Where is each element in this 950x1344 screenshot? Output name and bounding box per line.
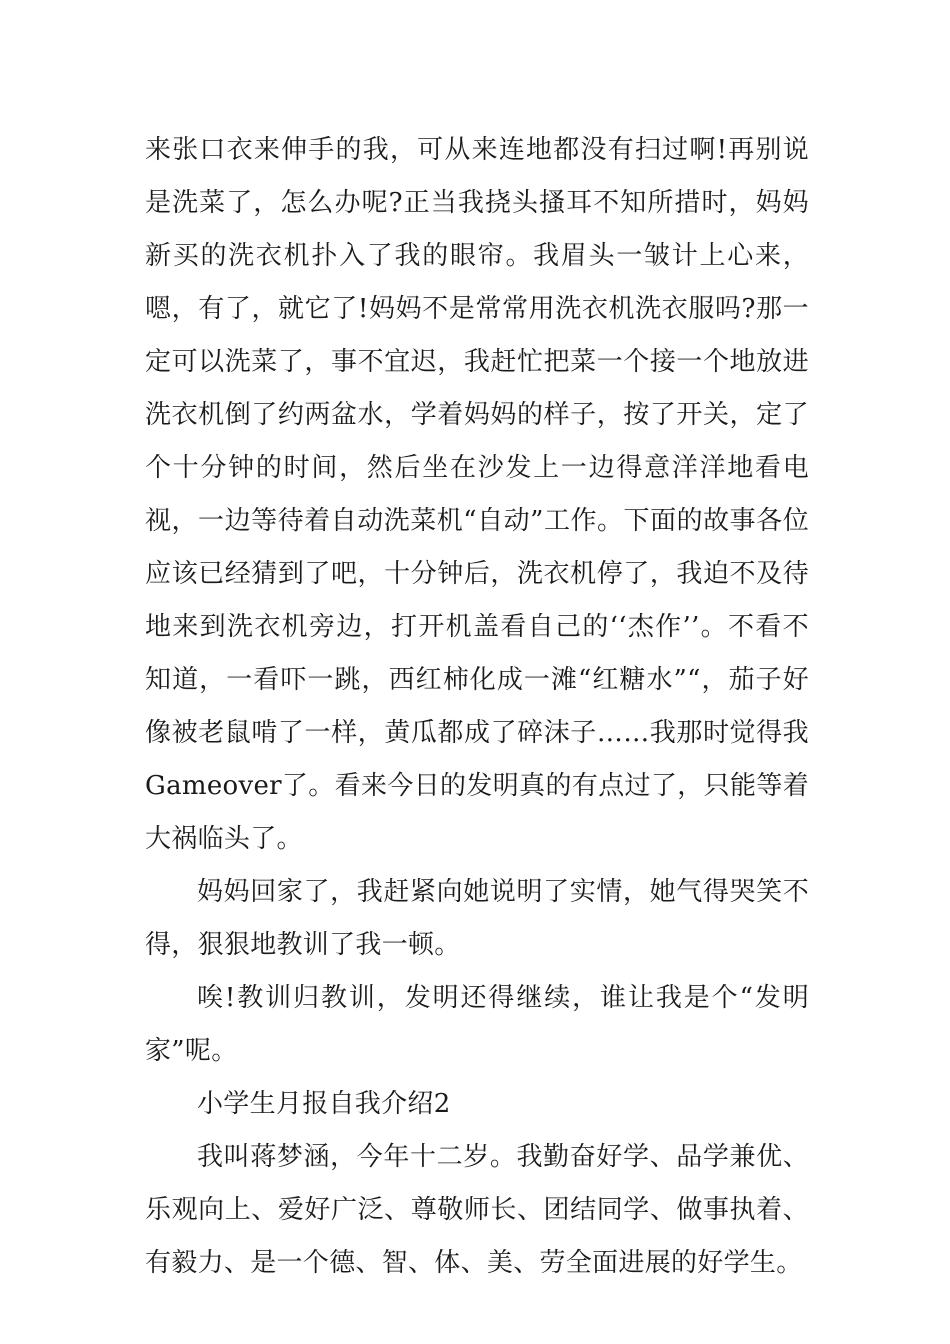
document-body (145, 124, 809, 1290)
section-heading: 小学生月报自我介绍2 (197, 1089, 451, 1119)
paragraph-mom-returns: 妈妈回家了，我赶紧向她说明了实情，她气得哭笑不得，狠狠地教训了我一顿。 (145, 877, 809, 960)
paragraph-self-introduction: 我叫蒋梦涵，今年十二岁。我勤奋好学、品学兼优、乐观向上、爱好广泛、尊敬师长、团结同学、做事执着、有毅力、是一个德、智、体、美、劳全面进展的好学生。 (145, 1142, 809, 1278)
paragraph-keep-inventing: 唉!教训归教训，发明还得继续，谁让我是个“发明家”呢。 (145, 983, 809, 1066)
paragraph-invention-story: 来张口衣来伸手的我，可从来连地都没有扫过啊!再别说是洗菜了，怎么办呢?正当我挠头搔耳不知所措时，妈妈新买的洗衣机扑入了我的眼帘。我眉头一皱计上心来，嗯，有了，就它了!妈妈不是常常用洗衣机洗衣服吗?那一定可以洗菜了，事不宜迟，我赶忙把菜一个接一个地放进洗衣机倒了约两盆水，学着妈妈的样子，按了开关，定了个十分钟的时间，然后坐在沙发上一边得意洋洋地看电视，一边等待着自动洗菜机“自动”工作。下面的故事各位应该已经猜到了吧，十分钟后，洗衣机停了，我迫不及待地来到洗衣机旁边，打开机盖看自己的‘‘杰作’’。不看不知道，一看吓一跳，西红柿化成一滩“红糖水”“，茄子好像被老鼠啃了一样，黄瓜都成了碎沫子……我那时觉得我Gameover了。看来今日的发明真的有点过了，只能等着大祸临头了。 (145, 135, 809, 854)
